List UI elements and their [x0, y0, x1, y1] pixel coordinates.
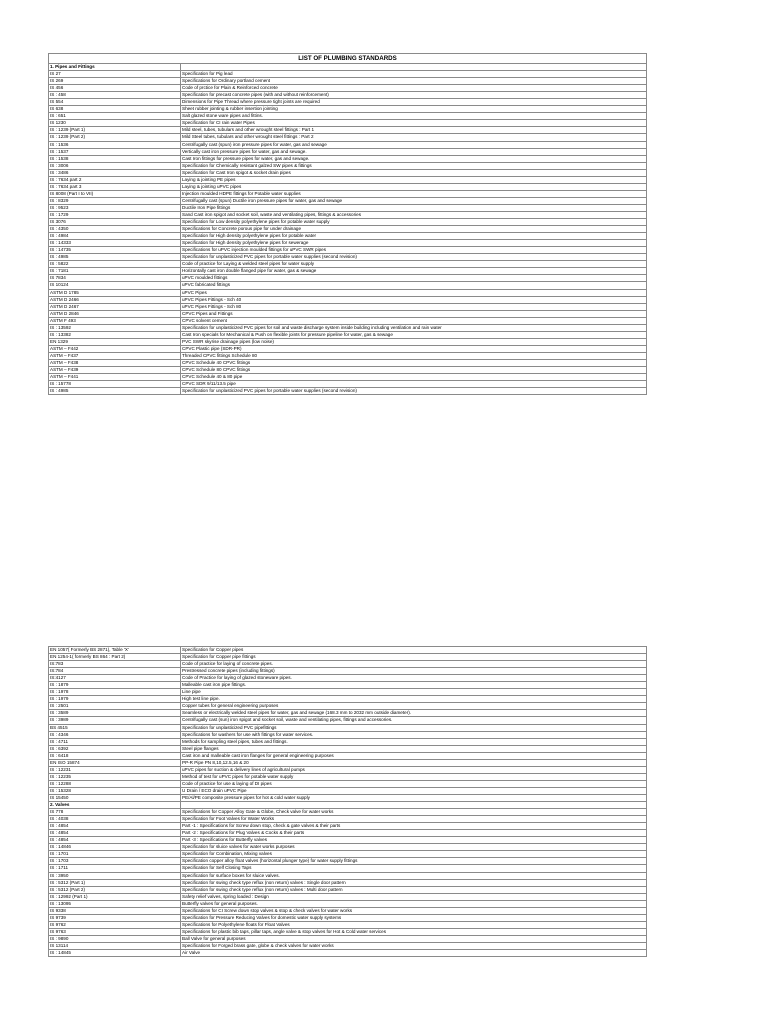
standard-description-cell: Threaded CPVC fittings Schedule 80: [181, 352, 647, 359]
standard-code-cell: IS : 4985: [49, 388, 181, 395]
standards-table-page-1: [48, 53, 647, 395]
table-row: [49, 928, 647, 935]
table-row: [49, 689, 647, 696]
table-row: [49, 324, 647, 331]
standard-description-cell: PVC SWR skyrise drainage pipes (low noise): [181, 338, 647, 345]
standard-description-cell: Injection moulded HDPE fittings for Potable water supplies: [181, 190, 647, 197]
standard-code-cell: IS : 4985: [49, 254, 181, 261]
standard-description-cell: PE/Al/PE composite pressure pipes for hot & cold water supply: [181, 794, 647, 801]
standard-code-cell: IS : 15778: [49, 381, 181, 388]
table-row: [49, 816, 647, 823]
table-row: [49, 724, 647, 731]
standard-code-cell: IS : 12235: [49, 773, 181, 780]
standard-description-cell: Specifications for Polyethylene floats for Float Valves: [181, 921, 647, 928]
standard-description-cell: Specification for swing check type reflux (non return) valves : Multi door pattern: [181, 886, 647, 893]
standard-code-cell: IS : 7634 part 2: [49, 176, 181, 183]
standard-description-cell: CPVC Pipes and Fittings: [181, 310, 647, 317]
standard-code-cell: IS : 14846: [49, 844, 181, 851]
standard-description-cell: CPVC SDR 9/11/13.5 pipe: [181, 381, 647, 388]
standard-description-cell: Code of practice for use & laying of DI pipes: [181, 780, 647, 787]
table-row: [49, 275, 647, 282]
table-row: [49, 914, 647, 921]
standard-code-cell: IS 554: [49, 99, 181, 106]
table-row: [49, 830, 647, 837]
standard-code-cell: IS : 2501: [49, 703, 181, 710]
table-row: [49, 388, 647, 395]
table-row: [49, 338, 647, 345]
standard-description-cell: Mild steel, tubes, tubulars and other wrought steel fittings : Part 1: [181, 127, 647, 134]
standard-code-cell: IS : 1239 (Part 1): [49, 127, 181, 134]
standard-code-cell: 2. Valves: [49, 802, 181, 809]
standard-description-cell: Specification for Cast Iron spigot & socket drain pipes: [181, 169, 647, 176]
table-row: [49, 134, 647, 141]
table-row: [49, 703, 647, 710]
standard-description-cell: Specifications for Copper Alloy Gate & Globe, Check valve for water works: [181, 809, 647, 816]
standard-description-cell: Methods for sampling steel pipes, tubes and fittings.: [181, 738, 647, 745]
standard-code-cell: IS 9762: [49, 921, 181, 928]
standard-description-cell: Specification for CI rain water Pipes: [181, 120, 647, 127]
standard-code-cell: IS 1230: [49, 120, 181, 127]
table-row: [49, 717, 647, 724]
table-row: [49, 745, 647, 752]
standard-code-cell: IS 10124: [49, 282, 181, 289]
table-row: [49, 865, 647, 872]
standard-description-cell: CPVC solvent cement: [181, 317, 647, 324]
table-row: [49, 183, 647, 190]
standard-description-cell: Centrifugally cast (sun) iron spigot and socket soil, waste and ventilating pipes, fittings and accessories.: [181, 717, 647, 724]
table-row: [49, 226, 647, 233]
standard-description-cell: Specification for Low density polyethylene pipes for potable water supply: [181, 219, 647, 226]
standard-code-cell: IS 9338: [49, 907, 181, 914]
standard-description-cell: Sheet rubber jointing & rubber insertion jointing: [181, 106, 647, 113]
standard-code-cell: IS : 6392: [49, 745, 181, 752]
table-row: [49, 78, 647, 85]
standard-code-cell: IS : 9890: [49, 935, 181, 942]
standard-code-cell: IS : 14845: [49, 950, 181, 957]
table-row: [49, 345, 647, 352]
standard-description-cell: Dimensions for Pipe Thread where pressure tight joints are required: [181, 99, 647, 106]
standard-description-cell: Specification for precast concrete pipes (with and without reinforcement): [181, 92, 647, 99]
table-row: [49, 872, 647, 879]
standard-description-cell: Specification for Copper pipe fittings: [181, 654, 647, 661]
standard-code-cell: IS:4127: [49, 675, 181, 682]
standard-description-cell: Specifications for CI Screw down stop valves & stop & check valves for water works: [181, 907, 647, 914]
standard-description-cell: Specification for unplasticized PVC pipes for portable water supplies (second revision): [181, 254, 647, 261]
standard-description-cell: [181, 64, 647, 71]
standard-description-cell: Specification for unplasticized PVC pipefittings: [181, 724, 647, 731]
standard-description-cell: Malleable cast iron pipe fittings.: [181, 682, 647, 689]
table-row: [49, 310, 647, 317]
standard-code-cell: BS 4515: [49, 724, 181, 731]
table-row: [49, 682, 647, 689]
standard-description-cell: Part -2 : Specifications for Plug Valves & Cocks & their parts: [181, 830, 647, 837]
standard-code-cell: IS : 3589: [49, 710, 181, 717]
standard-code-cell: IS : 4038: [49, 816, 181, 823]
table-row: [49, 367, 647, 374]
standard-description-cell: PP-R Pipe PN 8,10,12.5,16 & 20: [181, 759, 647, 766]
standard-description-cell: Laying & jointing PE pipes: [181, 176, 647, 183]
standard-description-cell: Code of practice for Laying & welded steel pipes for water supply: [181, 261, 647, 268]
standard-description-cell: [181, 802, 647, 809]
standard-code-cell: IS : 3989: [49, 717, 181, 724]
table-row: [49, 268, 647, 275]
standard-code-cell: IS : 12231: [49, 766, 181, 773]
table-row: [49, 950, 647, 957]
standard-description-cell: High test line pipe.: [181, 696, 647, 703]
standard-code-cell: IS:784: [49, 668, 181, 675]
standard-code-cell: IS : 1239 (Part 2): [49, 134, 181, 141]
table-row: [49, 352, 647, 359]
table-row: [49, 197, 647, 204]
standard-description-cell: Mild Steel tubes, tubulars and other wrought steel fittings : Part 2: [181, 134, 647, 141]
standard-code-cell: IS 7834: [49, 275, 181, 282]
standard-code-cell: ASTM – F439: [49, 367, 181, 374]
table-row: [49, 935, 647, 942]
standard-description-cell: Specifications for Concrete porous pipe for under drainage: [181, 226, 647, 233]
table-row: [49, 240, 647, 247]
standard-code-cell: ASTM – F442: [49, 345, 181, 352]
table-row: [49, 282, 647, 289]
table-row: [49, 155, 647, 162]
table-row: [49, 661, 647, 668]
table-row: [49, 851, 647, 858]
standard-description-cell: Vertically cast iron pressure pipes for water, gas and sewage.: [181, 148, 647, 155]
standard-code-cell: ASTM – F438: [49, 359, 181, 366]
standard-code-cell: IS : 1979: [49, 696, 181, 703]
standard-description-cell: Cast Iron fittings for pressure pipes for water, gas and sewage.: [181, 155, 647, 162]
table-row: [49, 233, 647, 240]
table-row: [49, 802, 647, 809]
standard-description-cell: Cast Iron specials for Mechanical & Push on flexible joints for pressure pipeline for water, gas & sewage: [181, 331, 647, 338]
standard-code-cell: IS 8008 (Part I to VII): [49, 190, 181, 197]
table-row: [49, 254, 647, 261]
standard-description-cell: Specification for unplasticized PVC pipes for soil and waste discharge system inside building including ventilation and rain water: [181, 324, 647, 331]
standard-code-cell: IS : 3486: [49, 169, 181, 176]
table-row: [49, 738, 647, 745]
table-row: [49, 668, 647, 675]
standard-description-cell: Centrifugally cast (spun) iron pressure pipes for water, gas and sewage: [181, 141, 647, 148]
standard-code-cell: IS : 1536: [49, 141, 181, 148]
standard-code-cell: IS : 1537: [49, 148, 181, 155]
standard-code-cell: IS : 12992 (Part 1): [49, 893, 181, 900]
standard-code-cell: IS 638: [49, 106, 181, 113]
standard-code-cell: IS : 5312 (Part 1): [49, 879, 181, 886]
standard-description-cell: Specifications for plastic bib taps, pillar taps, angle valve & stop valves for Hot & Cold water services: [181, 928, 647, 935]
standard-description-cell: Ductile Iron Pipe fittings: [181, 204, 647, 211]
standard-description-cell: CPVC Schedule 40 & 80 pipe: [181, 374, 647, 381]
table-row: [49, 211, 647, 218]
table-row: [49, 289, 647, 296]
standard-description-cell: uPVC pipes for suction & delivery lines of agricultural pumps: [181, 766, 647, 773]
standard-code-cell: IS : 8329: [49, 197, 181, 204]
standards-table-page-2: [48, 646, 647, 957]
standard-code-cell: IS : 4854: [49, 837, 181, 844]
standard-description-cell: uPVC fabricated fittings: [181, 282, 647, 289]
standard-code-cell: ASTM D 2466: [49, 296, 181, 303]
standard-description-cell: uPVC Pipes: [181, 289, 647, 296]
standard-description-cell: Specification for sluice valves for water works purposes: [181, 844, 647, 851]
standard-description-cell: Specifications for uPVC injection moulded fittings for uPVC SWR pipes: [181, 247, 647, 254]
standard-code-cell: IS : 1538: [49, 155, 181, 162]
table-row: [49, 92, 647, 99]
standard-description-cell: Line pipe: [181, 689, 647, 696]
standard-description-cell: Butterfly valves for general purposes.: [181, 900, 647, 907]
standard-code-cell: IS : 13095: [49, 900, 181, 907]
table-row: [49, 844, 647, 851]
standard-code-cell: IS : 1729: [49, 211, 181, 218]
standard-code-cell: IS 456: [49, 85, 181, 92]
table-row: [49, 204, 647, 211]
standard-description-cell: Specification for High density polyethylene pipes for potable water: [181, 233, 647, 240]
standard-code-cell: EN 1254-1( formerly BS 864 : Part 2): [49, 654, 181, 661]
standard-description-cell: Specification for Pressure Reducing Valves for domestic water supply systems: [181, 914, 647, 921]
table-row: [49, 879, 647, 886]
standard-description-cell: Specifications for Ordinary portland cement: [181, 78, 647, 85]
standard-code-cell: IS : 3950: [49, 872, 181, 879]
standard-description-cell: Horizontally cast iron double flanged pipe for water, gas & sewage: [181, 268, 647, 275]
standard-code-cell: IS : 4350: [49, 226, 181, 233]
standard-code-cell: 1. Pipes and Fittings: [49, 64, 181, 71]
standard-description-cell: Specification for swing check type reflux (non return) valves : Single door pattern: [181, 879, 647, 886]
table-row: [49, 176, 647, 183]
standard-description-cell: Specification for Copper pipes: [181, 647, 647, 654]
standard-description-cell: uPVC moulded fittings: [181, 275, 647, 282]
standard-description-cell: Salt glazed stone ware pipes and fittins.: [181, 113, 647, 120]
standard-code-cell: IS : 13382: [49, 331, 181, 338]
table-row: [49, 85, 647, 92]
standard-description-cell: Specifications for washers for use with fittings for water services.: [181, 731, 647, 738]
standard-description-cell: Specification copper alloy float valves (horizontal plunger type) for water supply fittings: [181, 858, 647, 865]
standard-code-cell: IS : 651: [49, 113, 181, 120]
standard-code-cell: IS 269: [49, 78, 181, 85]
table-row: [49, 773, 647, 780]
table-row: [49, 317, 647, 324]
table-row: [49, 219, 647, 226]
table-row: [49, 303, 647, 310]
table-row: [49, 162, 647, 169]
table-row: [49, 752, 647, 759]
standard-code-cell: ASTM – F437: [49, 352, 181, 359]
standard-code-cell: IS : 13592: [49, 324, 181, 331]
table-row: [49, 886, 647, 893]
standard-code-cell: IS : 5822: [49, 261, 181, 268]
standard-code-cell: IS 27: [49, 71, 181, 78]
standard-code-cell: IS : 7634 part 3: [49, 183, 181, 190]
standard-description-cell: uPVC Pipes Fittings - Sch 80: [181, 303, 647, 310]
table-row: [49, 823, 647, 830]
table-row: [49, 99, 647, 106]
standard-code-cell: EN 1057( Formerly BS 2871), Table 'X': [49, 647, 181, 654]
table-row: [49, 374, 647, 381]
standard-code-cell: IS : 3006: [49, 162, 181, 169]
standard-description-cell: Specification for Combination, Mixing valves: [181, 851, 647, 858]
standard-code-cell: EN ISO 15874: [49, 759, 181, 766]
table-row: [49, 106, 647, 113]
standard-code-cell: IS 9763: [49, 928, 181, 935]
table-row: [49, 675, 647, 682]
standard-description-cell: Centrifugally cast (spun) Ductile iron pressure pipes for water, gas and sewage: [181, 197, 647, 204]
standard-code-cell: ASTM D 2846: [49, 310, 181, 317]
standard-description-cell: Specification for Foot Valves for Water Works: [181, 816, 647, 823]
table-row: [49, 907, 647, 914]
title-row: [49, 54, 647, 64]
standard-description-cell: Specifications for Forged brass gate, globe & check valves for water works: [181, 942, 647, 949]
standard-code-cell: IS 778: [49, 809, 181, 816]
standard-code-cell: IS 15450: [49, 794, 181, 801]
table-row: [49, 647, 647, 654]
standard-description-cell: Method of test for uPVC pipes for potable water supply: [181, 773, 647, 780]
table-row: [49, 71, 647, 78]
table-row: [49, 900, 647, 907]
table-row: [49, 787, 647, 794]
standard-description-cell: CPVC Schedule 40 CPVC fittings: [181, 359, 647, 366]
table-row: [49, 654, 647, 661]
standard-code-cell: IS 3076: [49, 219, 181, 226]
table-row: [49, 141, 647, 148]
standard-description-cell: Specification for Chemically resistant galzed SW pipes & fittings: [181, 162, 647, 169]
table-row: [49, 809, 647, 816]
table-row: [49, 127, 647, 134]
standard-code-cell: IS : 9523: [49, 204, 181, 211]
table-row: [49, 64, 647, 71]
standard-code-cell: IS : 12288: [49, 780, 181, 787]
standard-description-cell: Code of prctice for Plain & Reinforced concrete: [181, 85, 647, 92]
standard-description-cell: Prestressed concrete pipes (including fittings): [181, 668, 647, 675]
table-row: [49, 794, 647, 801]
table-row: [49, 696, 647, 703]
standard-description-cell: uPVC Pipes Fittings - Sch 40: [181, 296, 647, 303]
table-row: [49, 731, 647, 738]
standard-description-cell: CPVC Schedule 80 CPVC fittings: [181, 367, 647, 374]
table-row: [49, 780, 647, 787]
standard-description-cell: Sand Cast iron spigot and socket soil, waste and ventilating pipes, fittings & accessories: [181, 211, 647, 218]
standard-code-cell: IS : 1701: [49, 851, 181, 858]
standard-description-cell: U Drain / ECO drain uPVC Pipe: [181, 787, 647, 794]
table-row: [49, 759, 647, 766]
table-row: [49, 893, 647, 900]
table-row: [49, 381, 647, 388]
standard-code-cell: IS 9739: [49, 914, 181, 921]
standard-code-cell: IS : 1879: [49, 682, 181, 689]
standard-description-cell: Code of practice for laying of concrete pipes.: [181, 661, 647, 668]
standard-description-cell: Specification for High density polyethylene pipes for sewerage: [181, 240, 647, 247]
standard-code-cell: ASTM D 1785: [49, 289, 181, 296]
standard-description-cell: Cast iron and malleable cast iron flanges for general engineering purposes: [181, 752, 647, 759]
standard-description-cell: Laying & jointing uPVC pipes: [181, 183, 647, 190]
standard-description-cell: Copper tubes for general engineering purposes: [181, 703, 647, 710]
table-row: [49, 113, 647, 120]
table-row: [49, 190, 647, 197]
page-title: LIST OF PLUMBING STANDARDS: [49, 54, 647, 64]
table-row: [49, 261, 647, 268]
table-row: [49, 858, 647, 865]
table-row: [49, 710, 647, 717]
standard-code-cell: IS : 4346: [49, 731, 181, 738]
table-row: [49, 169, 647, 176]
standard-description-cell: Seamless or electrically welded steel pipes for water, gas and sewage (168.3 mm to 2032 mm outside diameter).: [181, 710, 647, 717]
standard-code-cell: IS : 1978: [49, 689, 181, 696]
table-row: [49, 942, 647, 949]
standard-code-cell: IS : 5312 (Part 2): [49, 886, 181, 893]
table-row: [49, 359, 647, 366]
table-row: [49, 247, 647, 254]
standard-description-cell: Safety relief valves, spring loaded : Design: [181, 893, 647, 900]
standard-code-cell: IS : 15328: [49, 787, 181, 794]
standard-description-cell: Ball Valve for general purposes: [181, 935, 647, 942]
standard-code-cell: IS : 4854: [49, 830, 181, 837]
standard-description-cell: CPVC Plastic pipe (SDR-PR): [181, 345, 647, 352]
table-row: [49, 296, 647, 303]
standard-code-cell: IS : 7181: [49, 268, 181, 275]
standard-description-cell: Specification for surface boxes for sluice valves.: [181, 872, 647, 879]
standard-description-cell: Specification for unplasticized PVC pipes for portable water supplies (second revision): [181, 388, 647, 395]
standard-description-cell: Specification for Self Closing Taps: [181, 865, 647, 872]
standard-code-cell: IS : 4711: [49, 738, 181, 745]
standard-code-cell: ASTM F 493: [49, 317, 181, 324]
standard-description-cell: Part -3 : Specifications for Butterfly valves: [181, 837, 647, 844]
standard-code-cell: IS : 1703: [49, 858, 181, 865]
standard-code-cell: IS : 14333: [49, 240, 181, 247]
table-row: [49, 766, 647, 773]
table-row: [49, 921, 647, 928]
table-row: [49, 120, 647, 127]
standard-description-cell: Steel pipe flanges: [181, 745, 647, 752]
standard-code-cell: IS : 4854: [49, 823, 181, 830]
table-row: [49, 331, 647, 338]
table-row: [49, 837, 647, 844]
standard-code-cell: IS : 458: [49, 92, 181, 99]
standard-code-cell: IS : 1711: [49, 865, 181, 872]
standard-description-cell: Specification for Pig lead: [181, 71, 647, 78]
standard-description-cell: Air Valve: [181, 950, 647, 957]
standard-code-cell: EN 1329: [49, 338, 181, 345]
standard-code-cell: IS 13114: [49, 942, 181, 949]
standard-description-cell: Part -1 : Specifications for Screw down stop, check & gate valves & their parts: [181, 823, 647, 830]
standard-code-cell: ASTM – F441: [49, 374, 181, 381]
standard-code-cell: IS : 14735: [49, 247, 181, 254]
standard-code-cell: IS : 6418: [49, 752, 181, 759]
table-row: [49, 148, 647, 155]
standard-code-cell: ASTM D 2467: [49, 303, 181, 310]
standard-code-cell: IS:783: [49, 661, 181, 668]
standard-code-cell: IS : 4984: [49, 233, 181, 240]
standard-description-cell: Code of Practice for laying of glazed stoneware pipes.: [181, 675, 647, 682]
